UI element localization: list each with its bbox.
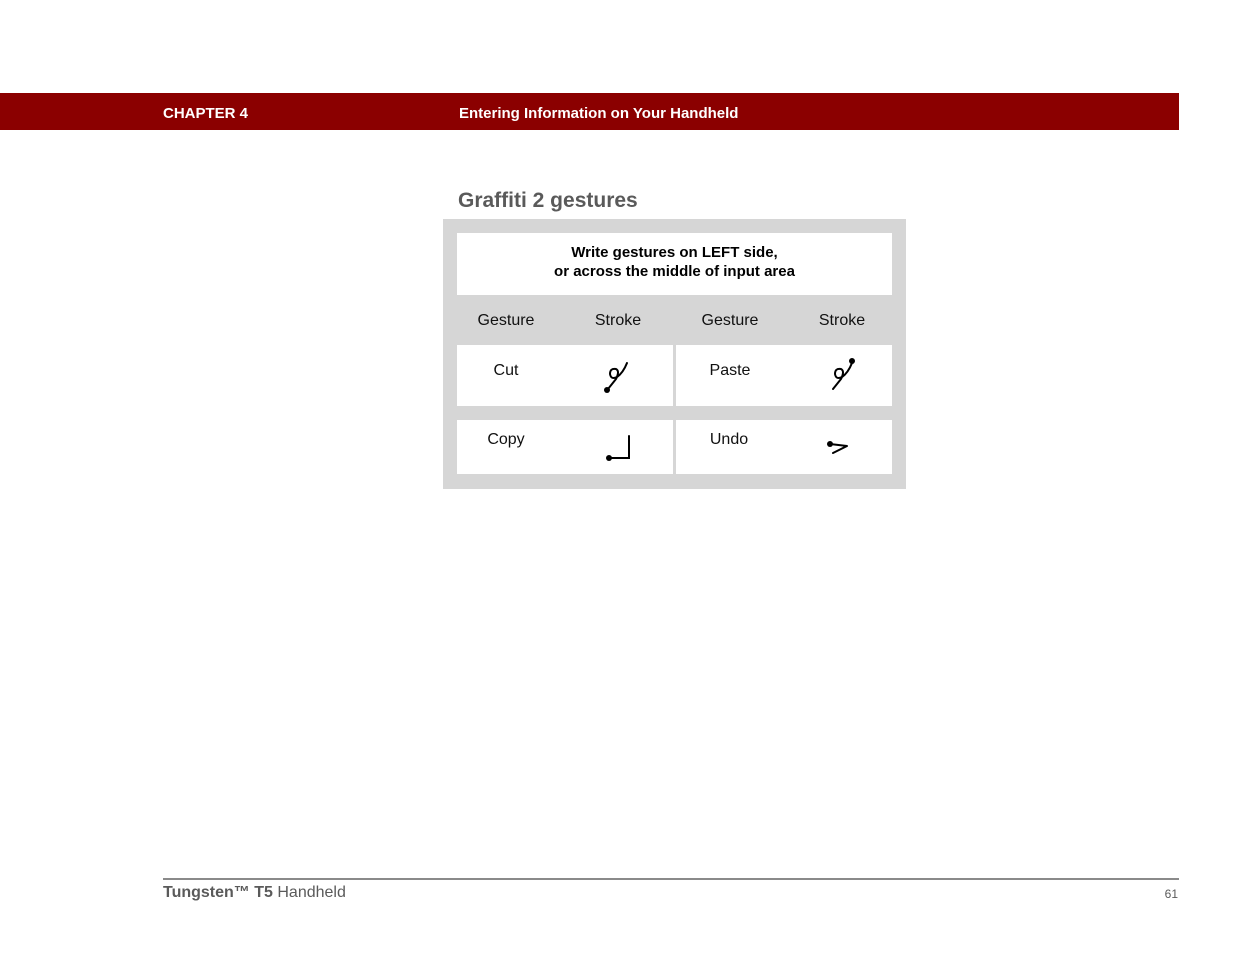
instruction-line-1: Write gestures on LEFT side, <box>571 244 778 261</box>
footer-brand: Tungsten™ T5 <box>163 884 273 901</box>
gesture-label-cut: Cut <box>493 362 519 379</box>
column-header-gesture: Gesture <box>477 312 535 329</box>
table-cell-copy <box>457 420 673 474</box>
footer-product: Handheld <box>277 884 346 901</box>
chapter-label: CHAPTER 4 <box>163 105 249 122</box>
column-header-stroke: Stroke <box>594 312 642 329</box>
paste-stroke-icon <box>824 355 864 395</box>
chapter-header-bar <box>0 93 1179 130</box>
footer-product-name <box>163 884 346 902</box>
undo-stroke-icon <box>824 429 864 469</box>
gesture-label-undo: Undo <box>709 431 749 448</box>
table-cell-paste <box>676 345 892 406</box>
instruction-box <box>457 233 892 295</box>
column-header-stroke: Stroke <box>818 312 866 329</box>
column-header-gesture: Gesture <box>701 312 759 329</box>
section-title: Graffiti 2 gestures <box>458 189 638 212</box>
table-cell-undo <box>676 420 892 474</box>
table-cell-cut <box>457 345 673 406</box>
page-number: 61 <box>1164 887 1178 901</box>
cut-stroke-icon <box>599 357 639 397</box>
chapter-title: Entering Information on Your Handheld <box>459 105 739 122</box>
footer-divider <box>163 878 1179 880</box>
gesture-label-copy: Copy <box>487 431 525 448</box>
gesture-table <box>443 219 906 489</box>
instruction-line-2: or across the middle of input area <box>554 263 795 280</box>
copy-stroke-icon <box>599 430 639 470</box>
gesture-label-paste: Paste <box>709 362 751 379</box>
